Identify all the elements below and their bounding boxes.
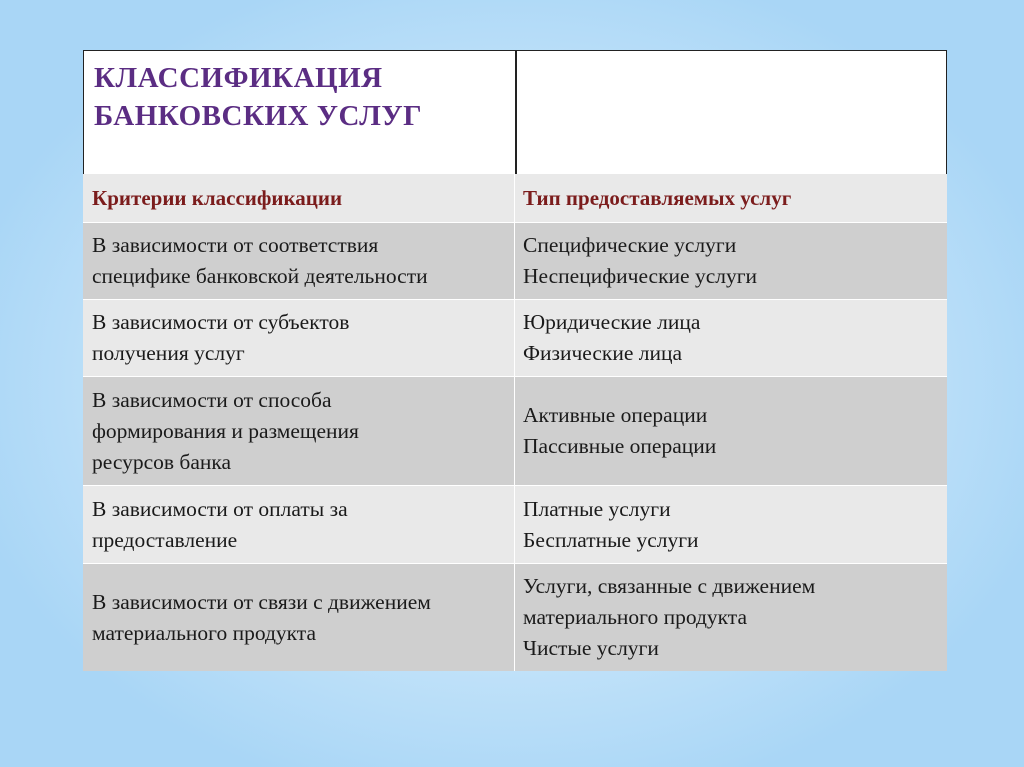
criterion-cell bbox=[83, 486, 514, 563]
criterion-cell bbox=[83, 377, 514, 485]
title-line: БАНКОВСКИХ УСЛУГ bbox=[94, 100, 423, 132]
service-type-line: Юридические лица bbox=[523, 310, 701, 334]
criterion-line: В зависимости от связи с движением bbox=[92, 589, 431, 614]
service-type-line: Чистые услуги bbox=[523, 636, 659, 660]
criterion-line: В зависимости от соответствия bbox=[92, 233, 379, 257]
criterion-line: ресурсов банка bbox=[92, 449, 232, 474]
service-type-cell bbox=[515, 564, 947, 671]
table-row bbox=[83, 486, 947, 564]
criterion-line: В зависимости от оплаты за bbox=[92, 496, 348, 521]
table-row bbox=[83, 564, 947, 671]
service-type-line: Активные операции bbox=[523, 403, 708, 427]
criterion-line: предоставление bbox=[92, 527, 238, 552]
service-type-line: материального продукта bbox=[523, 605, 748, 629]
criterion-cell bbox=[83, 300, 514, 376]
criterion-line: В зависимости от способа bbox=[92, 387, 332, 412]
title-row bbox=[83, 50, 947, 174]
service-type-line: Пассивные операции bbox=[523, 434, 717, 458]
table-header-row bbox=[83, 174, 947, 223]
slide-title bbox=[94, 59, 504, 135]
service-type-cell bbox=[515, 377, 947, 485]
criterion-cell bbox=[83, 223, 514, 299]
table-row bbox=[83, 300, 947, 377]
service-type-line: Бесплатные услуги bbox=[523, 527, 699, 552]
service-type-cell bbox=[515, 300, 947, 376]
service-type-line: Неспецифические услуги bbox=[523, 264, 758, 288]
criterion-cell bbox=[83, 564, 514, 671]
service-type-cell bbox=[515, 223, 947, 299]
header-criteria: Критерии классификации bbox=[92, 185, 343, 210]
title-column-divider bbox=[515, 51, 517, 175]
title-line: КЛАССИФИКАЦИЯ bbox=[94, 62, 383, 94]
criterion-line: В зависимости от субъектов bbox=[92, 310, 350, 334]
criterion-line: формирования и размещения bbox=[92, 418, 359, 443]
criterion-line: получения услуг bbox=[92, 341, 245, 365]
classification-table bbox=[83, 50, 947, 671]
service-type-cell bbox=[515, 486, 947, 563]
service-type-line: Физические лица bbox=[523, 341, 683, 365]
criterion-line: материального продукта bbox=[92, 620, 317, 645]
service-type-line: Специфические услуги bbox=[523, 233, 737, 257]
criterion-line: специфике банковской деятельности bbox=[92, 264, 428, 288]
header-service-type: Тип предоставляемых услуг bbox=[523, 185, 792, 210]
table-row bbox=[83, 377, 947, 486]
table-row bbox=[83, 223, 947, 300]
service-type-line: Платные услуги bbox=[523, 496, 671, 521]
service-type-line: Услуги, связанные с движением bbox=[523, 574, 816, 598]
